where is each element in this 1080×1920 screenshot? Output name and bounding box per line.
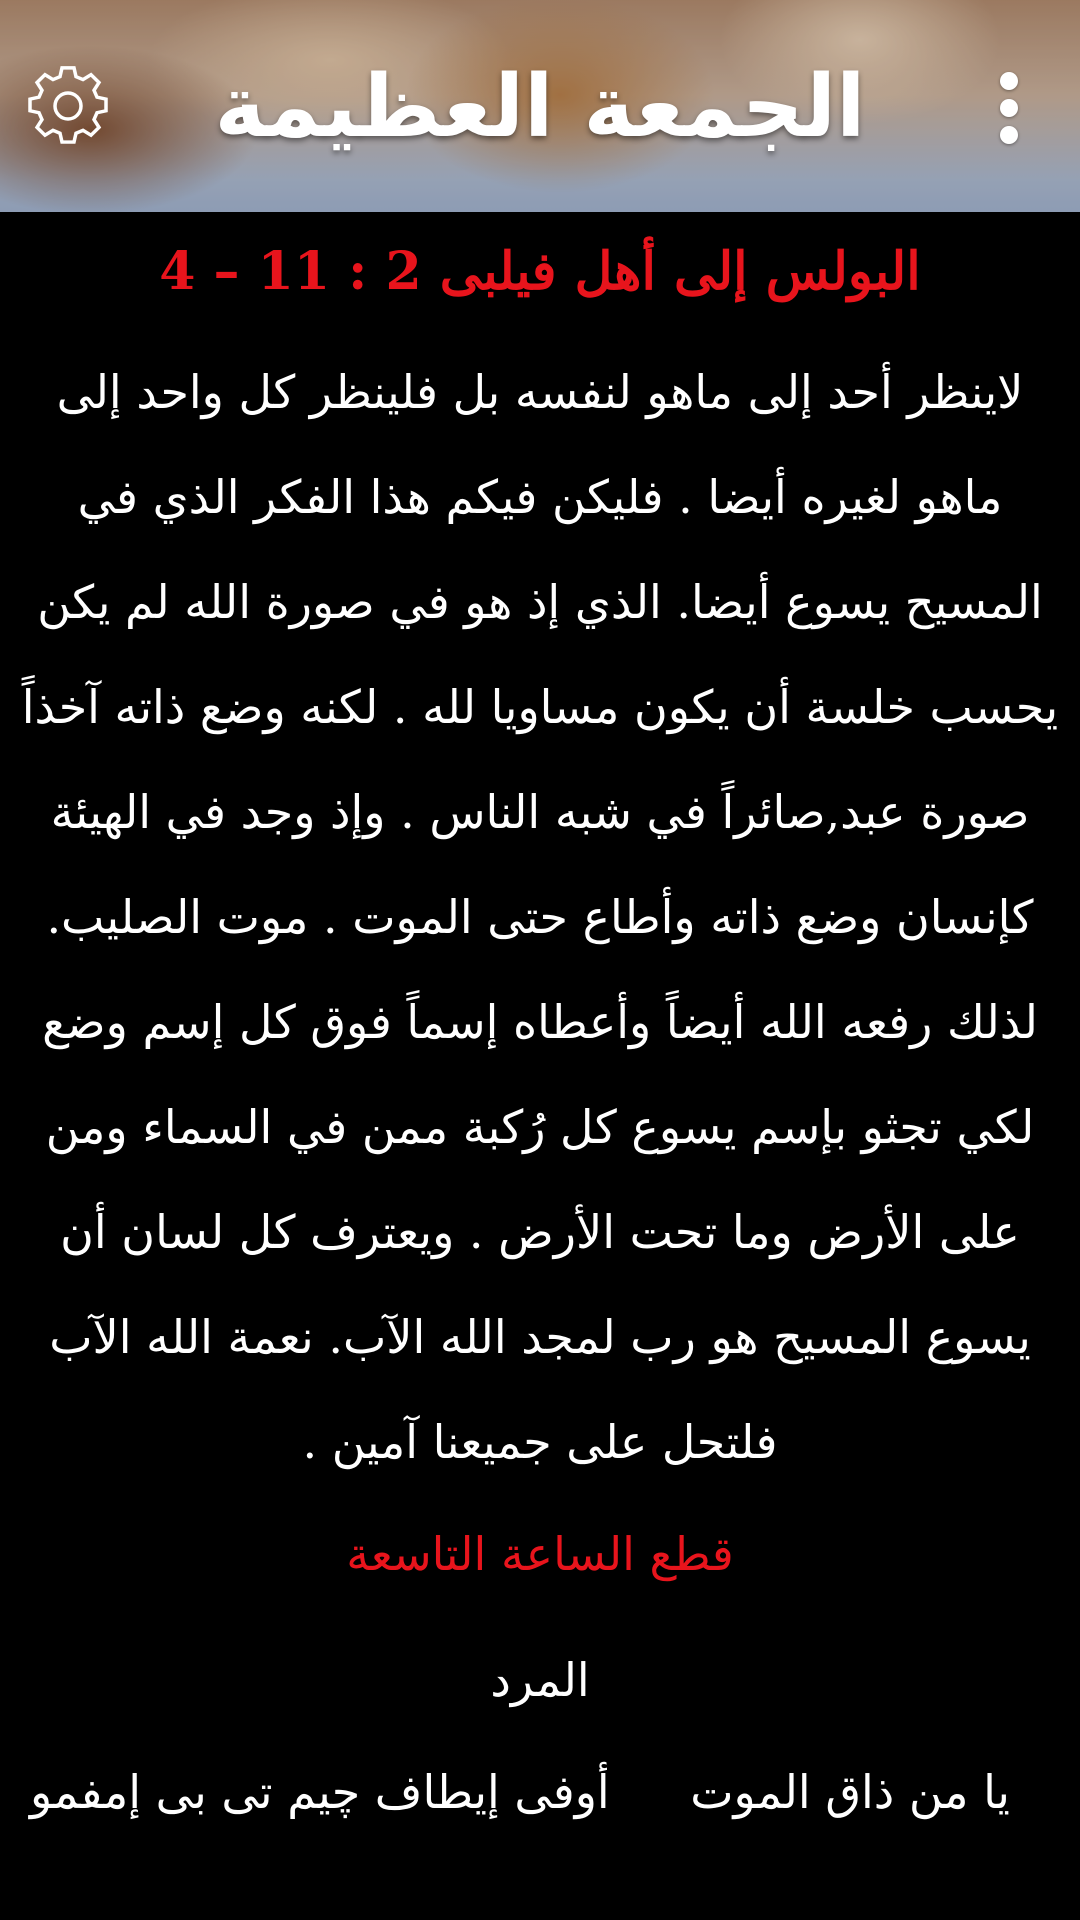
menu-dot [1000, 126, 1018, 144]
menu-dot [1000, 72, 1018, 90]
app-bar [0, 0, 1080, 212]
speaker-label: المرد [490, 1653, 590, 1707]
verse-arabic: يا من ذاق الموت [690, 1765, 1010, 1819]
menu-dot [1000, 99, 1018, 117]
verse-coptic: أوفى إيطاف چيم تى بى إمفمو [30, 1765, 610, 1819]
reading-text: لاينظر أحد إلى ماهو لنفسه بل فلينظر كل واحد إلى ماهو لغيره أيضا . فليكن فيكم هذا الفكر الذي في المسيح يسوع أيضا. الذي إذ هو في صورة الله لم يكن يحسب خلسة أن يكون مساويا لله . لكنه وضع ذاته آخذاً صورة عبد,صائراً في شبه الناس . وإذ وجد في الهيئة كإنسان وضع ذاته وأطاع حتى الموت . موت الصليب. لذلك رفعه الله أيضاً وأعطاه إسماً فوق كل إسم وضع لكي تجثو بإسم يسوع كل رُكبة ممن في السماء ومن على الأرض وما تحت الأرض . ويعترف كل لسان أن يسوع المسيح هو رب لمجد الله الآب. نعمة الله الآب فلتحل على جميعنا آمين . [21, 365, 1059, 1469]
reading-title: البولس إلى أهل فيلبى 2 : 11 – 4 [159, 241, 921, 302]
gear-icon[interactable] [28, 66, 108, 146]
more-vert-icon[interactable] [990, 68, 1030, 148]
page-title: الجمعة العظيمة [214, 57, 866, 157]
section-title: قطع الساعة التاسعة [346, 1527, 734, 1581]
